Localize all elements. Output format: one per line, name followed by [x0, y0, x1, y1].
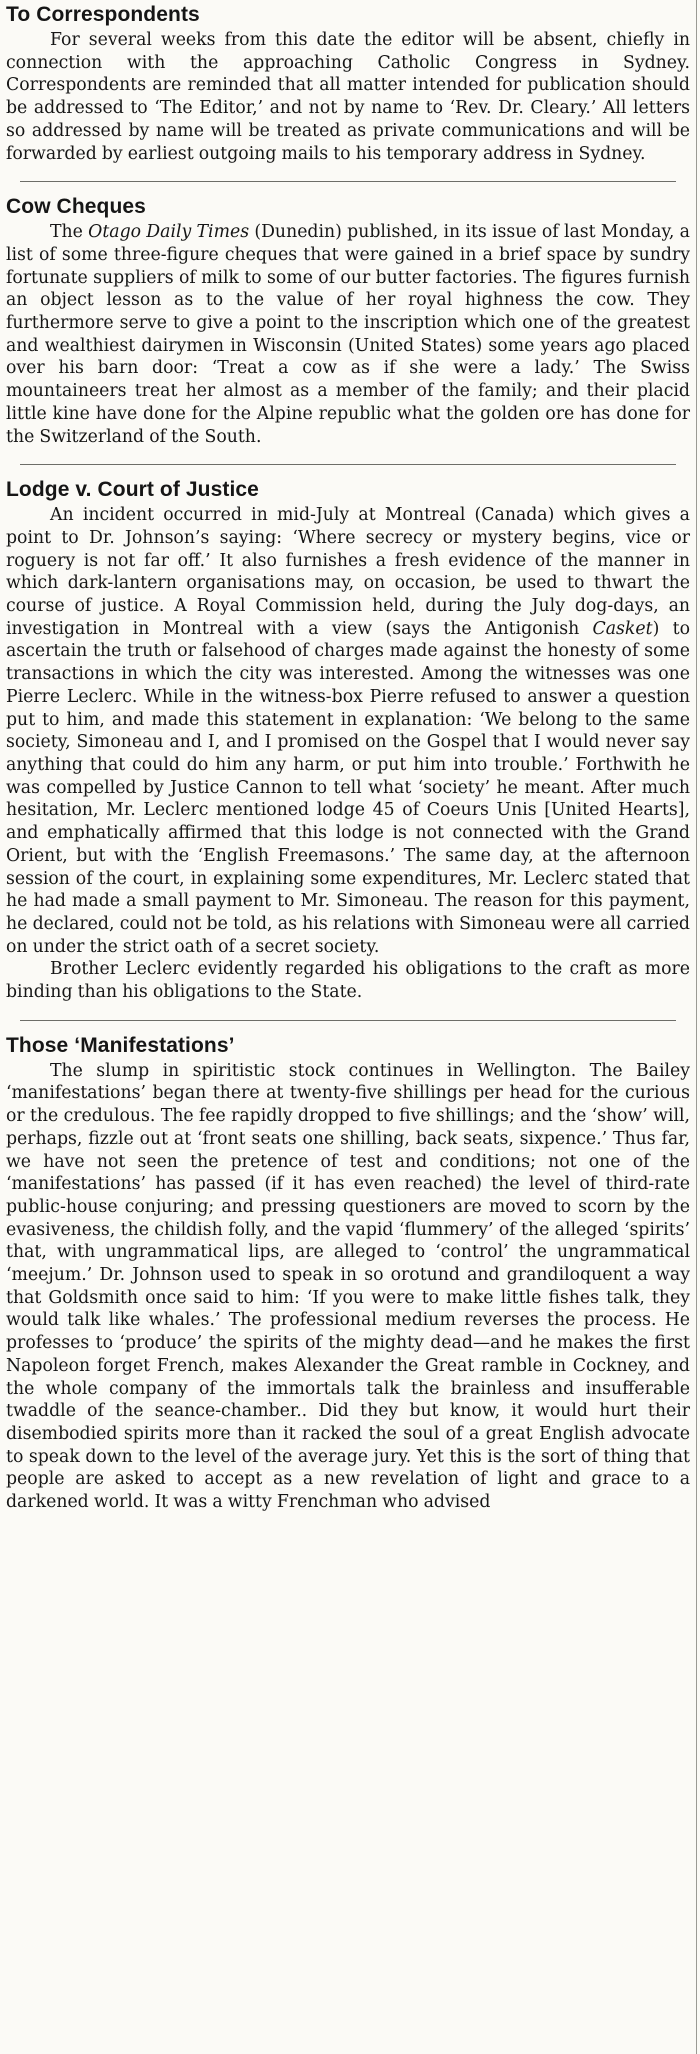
article-lodge-v-court [6, 477, 690, 1003]
newspaper-title: Casket [592, 618, 653, 639]
article-divider [20, 464, 677, 465]
newspaper-title: Otago Daily Times [88, 222, 250, 243]
article-paragraph [6, 504, 690, 958]
article-cow-cheques [6, 194, 690, 448]
paragraph-text: (Dunedin) published, in its issue of last Monday, a list of some three-figure cheques that were gained in a brief space by sundry fortunate suppliers of milk to some of our butter factories. The figures furnish an object lesson as to the value of her royal highness the cow. They furthermore serve to give a point to the inscription which one of the greatest and wealthiest dairymen in Wisconsin (United States) some years ago placed over his barn door: ‘Treat a cow as if she were a lady.’ The Swiss mountaineers treat her almost as a member of the family; and their placid little kine have done for the Alpine republic what the golden ore has done for the Switzerland of the South. [6, 222, 690, 447]
column-rule [696, 0, 697, 2054]
article-heading: Cow Cheques [6, 195, 146, 219]
article-paragraph [6, 221, 690, 448]
paragraph-text: An incident occurred in mid-July at Montreal (Canada) which gives a point to Dr. Johnson’s saying: ‘Where secrecy or mystery begins, vice or roguery is not far off.’ It also furnishes a fresh evidence of the manner in which dark-lantern organisations may, on occasion, be used to thwart the course of justice. A Royal Commission held, during the July dog-days, an investigation in Montreal with a view (says the Antigonish [6, 505, 690, 639]
article-to-correspondents [6, 2, 690, 165]
article-paragraph: Brother Leclerc evidently regarded his obligations to the craft as more binding than his obligations to the State. [6, 959, 690, 1003]
article-divider [20, 1020, 677, 1021]
paragraph-text: The [50, 222, 89, 243]
article-heading: Those ‘Manifestations’ [6, 1033, 235, 1057]
paragraph-text: ) to ascertain the truth or falsehood of charges made against the honesty of some transactions in which the city was interested. Among the witnesses was one Pierre Leclerc. While in the witness-box Pierre refused to answer a question put to him, and made this statement in explanation: ‘We belong to the same society, Simoneau and I, and I promised on the Gospel that I would never say anything that could do him any harm, or put him into trouble.’ Forthwith he was compelled by Justice Cannon to tell what ‘society’ he meant. After much hesitation, Mr. Leclerc mentioned lodge 45 of Coeurs Unis [United Hearts], and emphatically affirmed that this lodge is not connected with the Grand Orient, but with the ‘English Freemasons.’ The same day, at the afternoon session of the court, in explaining some expenditures, Mr. Leclerc stated that he had made a small payment to Mr. Simoneau. The reason for this payment, he declared, could not be told, as his relations with Simoneau were all carried on under the strict oath of a secret society. [6, 618, 690, 957]
article-divider [20, 181, 677, 182]
article-heading: Lodge v. Court of Justice [6, 478, 259, 502]
article-paragraph: The slump in spiritistic stock continues in Wellington. The Bailey ‘manifestations’ began there at twenty-five shillings per head for the curious or the credulous. The fee rapidly dropped to five shillings; and the ‘show’ will, perhaps, fizzle out at ‘front seats one shilling, back seats, sixpence.’ Thus far, we have not seen the pretence of test and conditions; not one of the ‘manifestations’ has passed (if it has even reached) the level of third-rate public-house conjuring; and pressing questioners are moved to scorn by the evasiveness, the childish folly, and the vapid ‘flummery’ of the alleged ‘spirits’ that, with ungrammatical lips, are alleged to ‘control’ the ungrammatical ‘meejum.’ Dr. Johnson used to speak in so orotund and grandiloquent a way that Goldsmith once said to him: ‘If you were to make little fishes talk, they would talk like whales.’ The professional medium reverses the process. He professes to ‘produce’ the spirits of the mighty dead—and he makes the first Napoleon forget French, makes Alexander the Great ramble in Cockney, and the whole company of the immortals talk the brainless and insufferable twaddle of the seance-chamber.. Did they but know, it would hurt their disembodied spirits more than it racked the soul of a great English advocate to speak down to the level of the average jury. Yet this is the sort of thing that people are asked to accept as a new revelation of light and grace to a darkened world. It was a witty Frenchman who advised [6, 1060, 690, 1513]
article-paragraph: For several weeks from this date the editor will be absent, chiefly in connection with the approaching Catholic Congress in Sydney. Correspondents are reminded that all matter intended for publication should be addressed to ‘The Editor,’ and not by name to ‘Rev. Dr. Cleary.’ All letters so addressed by name will be treated as private communications and will be forwarded by earliest outgoing mails to his temporary address in Sydney. [6, 30, 690, 164]
article-manifestations [6, 1033, 690, 1514]
article-heading: To Correspondents [6, 3, 200, 26]
